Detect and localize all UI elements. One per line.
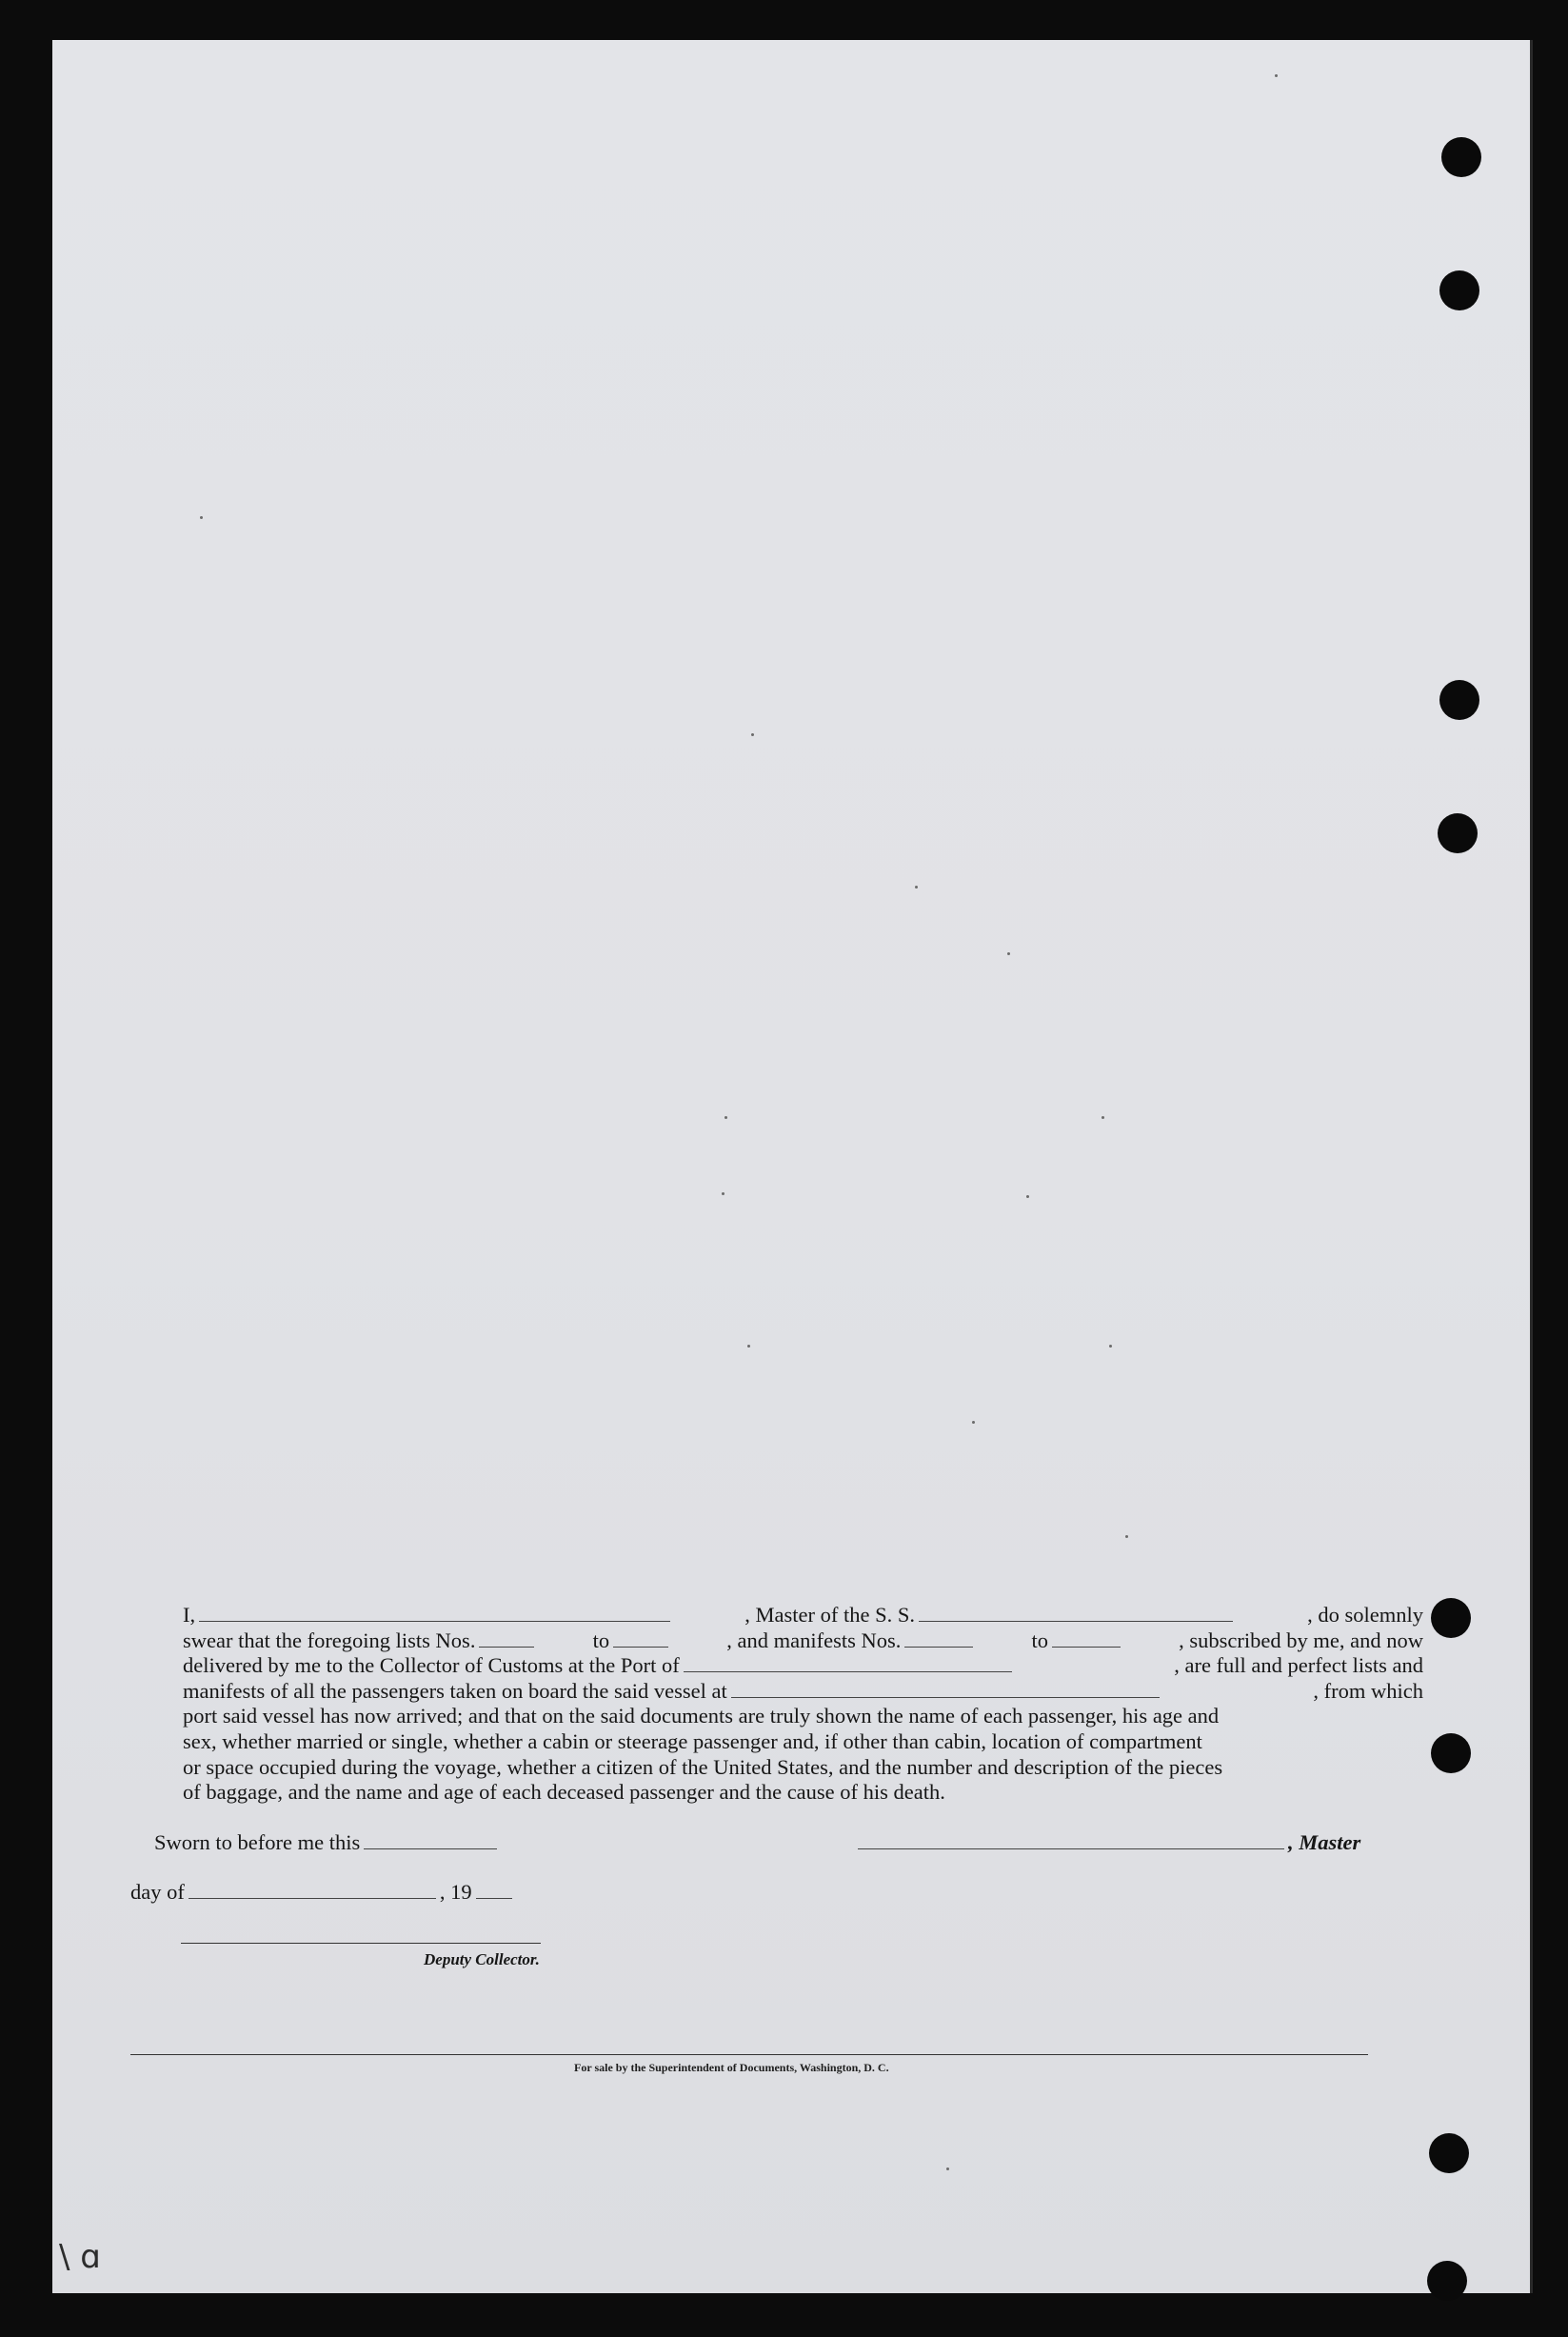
binder-hole	[1431, 1733, 1471, 1773]
binder-hole	[1438, 813, 1478, 853]
binder-hole	[1431, 1598, 1471, 1638]
deputy-collector-label: Deputy Collector.	[424, 1950, 540, 1968]
oath-line-3: delivered by me to the Collector of Customs at the Port of , are full and perfect lists and	[183, 1653, 1423, 1678]
oath-line-8: of baggage, and the name and age of each deceased passenger and the cause of his death.	[183, 1780, 945, 1805]
binder-hole	[1441, 137, 1481, 177]
margin-handwriting: \ ɑ	[59, 2238, 101, 2276]
footer-rule	[130, 2054, 1368, 2055]
oath-line-6: sex, whether married or single, whether a cabin or steerage passenger and, if other than cabin, location of compartment	[183, 1728, 1202, 1753]
printer-imprint: For sale by the Superintendent of Documents, Washington, D. C.	[574, 2061, 889, 2074]
document-page	[52, 40, 1533, 2293]
binder-hole	[1429, 2133, 1469, 2173]
binder-hole	[1439, 270, 1479, 310]
oath-line-7: or space occupied during the voyage, whether a citizen of the United States, and the number and description of the pieces	[183, 1754, 1223, 1779]
oath-line-5: port said vessel has now arrived; and that on the said documents are truly shown the name of each passenger, his age and	[183, 1704, 1220, 1728]
deputy-signature-line	[181, 1943, 541, 1944]
binder-hole	[1427, 2261, 1467, 2301]
sworn-before-label: Sworn to before me this	[154, 1830, 501, 1855]
oath-line-1: I, , Master of the S. S. , do solemnly	[183, 1603, 1423, 1627]
oath-line-2: swear that the foregoing lists Nos. to , and manifests Nos. to , subscribed by me, and now	[183, 1628, 1423, 1652]
binder-hole	[1439, 680, 1479, 720]
master-signature: , Master	[854, 1830, 1360, 1855]
oath-line-4: manifests of all the passengers taken on board the said vessel at , from which	[183, 1678, 1423, 1703]
oath-paragraph	[183, 1603, 1423, 1806]
day-of-line: day of , 19	[130, 1880, 516, 1905]
